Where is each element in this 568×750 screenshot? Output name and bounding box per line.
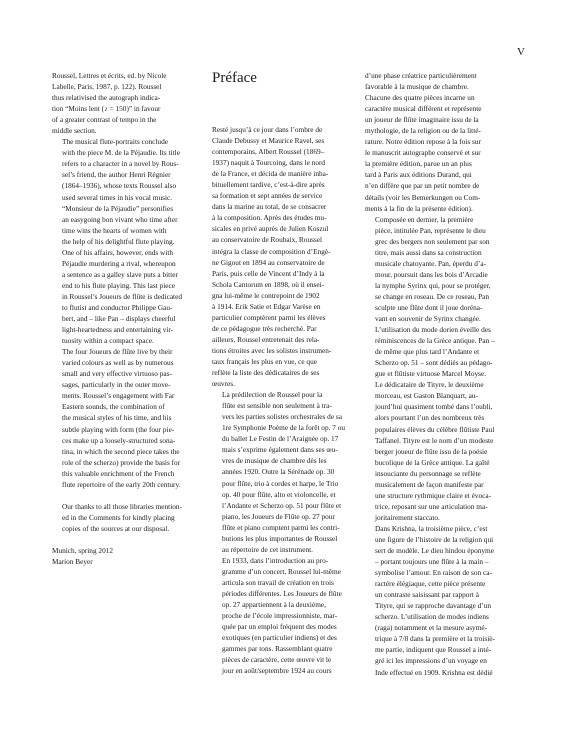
text-line: Labelle, Paris, 1987, p. 122). Roussel (52, 82, 162, 92)
text-line: de même que plus tard l’Andante et (375, 347, 480, 357)
text-line: flûte est sensible non seulement à tra- (222, 401, 332, 411)
paragraph (52, 70, 204, 136)
text-line: Péjaudie murdering a rival, whereupon (62, 258, 176, 268)
text-line: Dans Krishna, la troisième pièce, c’est (375, 523, 488, 533)
paragraph (365, 379, 517, 523)
text-line: to flutist and conductor Philippe Gau- (62, 302, 173, 312)
text-line: light-heartedness and entertaining vir- (62, 325, 174, 335)
text-line: tard à Paris aux éditions Durand, qui (365, 170, 472, 180)
text-line: this valuable enrichment of the French (62, 468, 175, 478)
text-line: ments. Roussel’s engagement with Far (62, 391, 175, 401)
text-line: ailleurs, Roussel entretenait des rela- (212, 334, 320, 344)
text-line: the help of his delightful flute playing. (62, 236, 175, 246)
text-line: années 1920. Outre la Sérénade op. 30 (222, 467, 335, 477)
text-line: la première édition, parue un an plus (365, 159, 472, 169)
text-line: Taffanel. Tityre est le nom d’un modeste (375, 435, 494, 445)
text-line: pour flûte, trio à cordes et harpe, le Trio (222, 478, 339, 488)
text-line: l’Andante et Scherzo op. 51 pour flûte et (222, 500, 342, 510)
text-line: symbolise l’amour. En raison de son ca- (375, 568, 492, 578)
text-line: musicalement de façon manifeste par (375, 479, 484, 489)
text-line: sa formation et sept années de service (212, 191, 323, 201)
text-line: n’en diffère que par un petit nombre de (365, 181, 480, 191)
paragraph (365, 523, 517, 678)
text-line: le manuscrit autographe conservé et sur (365, 148, 481, 158)
text-line: sert de modèle. Le dieu hindou éponyme (375, 546, 494, 556)
text-line: Roussel, Lettres et écrits, ed. by Nicole (52, 71, 167, 80)
text-line: tuosity within a compact space. (62, 336, 154, 346)
text-line: mythologie, de la religion ou de la litté- (365, 126, 481, 136)
text-line: œuvres. (212, 379, 235, 389)
text-line: gna lui-même le contrepoint de 1902 (212, 290, 320, 300)
text-line: 1937) naquit à Tourcoing, dans le nord (212, 158, 326, 168)
text-line: au conservatoire de Roubaix, Roussel (212, 235, 323, 245)
text-line: refers to a character in a novel by Rous- (62, 159, 179, 169)
text-line: sculpte une flûte dont il joue doréna- (375, 302, 483, 312)
text-line: articula son travail de création en trois (222, 577, 334, 587)
text-line: pièces de caractère, cette œuvre vit le (222, 655, 332, 665)
text-line: à 1914. Erik Satie et Edgar Varèse en (212, 301, 321, 311)
column-left (52, 70, 204, 567)
paragraph (212, 555, 357, 677)
text-line: me partie, indiquent que Roussel a inté- (375, 645, 492, 655)
text-line: favorable à la musique de chambre. (365, 82, 469, 92)
text-line: exotiques (en particulier indiens) et des (222, 633, 337, 643)
text-line: Claude Debussy et Maurice Ravel, ses (212, 136, 325, 146)
text-line: Chacune des quatre pièces incarne un (365, 93, 475, 103)
text-line: La prédilection de Roussel pour la (222, 390, 323, 400)
preface-body (212, 124, 357, 676)
text-line: sicales en privé auprès de Julien Koszul (212, 224, 329, 234)
text-line: berger joueur de flûte issu de la poésie (375, 446, 488, 456)
text-line: au répertoire de cet instrument. (222, 544, 313, 554)
text-line: piano, les Joueurs de Flûte op. 27 pour (222, 511, 335, 521)
text-line: de la France, et décida de manière inha- (212, 169, 329, 179)
paragraph (212, 389, 357, 555)
text-line: op. 27 appartiennent à la deuxième, (222, 600, 326, 610)
text-line: small and very effective virtuoso pas- (62, 369, 172, 379)
text-line: tions étroites avec les solistes instrumen- (212, 345, 332, 355)
text-line: the musical styles of his time, and his (62, 413, 172, 423)
text-line: titre, mais aussi dans sa construction (375, 247, 482, 257)
text-line: quée par un emploi fréquent des modes (222, 622, 337, 632)
text-line: pièce, intitulée Pan, représente le dieu (375, 225, 486, 235)
text-line: vers les parties solistes orchestrales de sa (222, 412, 342, 422)
text-line: vres de musique de chambre dès les (222, 456, 327, 466)
text-line: ed in the Comments for kindly placing (62, 512, 175, 522)
text-line: détails (voir les Bemerkungen ou Com- (365, 192, 481, 202)
text-line: butions les plus importantes de Roussel (222, 533, 338, 543)
text-line: Tityre, qui se rapproche davantage d’un (375, 601, 492, 611)
text-line: taux français les plus en vue, ce que (212, 356, 317, 366)
text-line: (1864–1936), whose texts Roussel also (62, 181, 177, 191)
text-line: time wins the hearts of women with (62, 225, 167, 235)
text-line: gramme d’un concert, Roussel lui-même (222, 566, 341, 576)
text-line: trique à 7/8 dans la première et la troisiè- (375, 634, 495, 644)
text-line: la nymphe Syrinx qui, pour se protéger, (375, 280, 491, 290)
text-line: d’une phase créatrice particulièrement (365, 71, 477, 80)
text-line: an easygoing bon vivant who time after (62, 214, 178, 224)
preface-title: Préface (212, 70, 257, 86)
text-line: vant en souvenir de Syrinx changée. (375, 314, 481, 324)
text-line: L’utilisation du mode dorien éveille des (375, 325, 491, 335)
text-line: intégra la classe de composition d’Engè- (212, 246, 331, 256)
text-line: op. 40 pour flûte, alto et violoncelle, et (222, 489, 336, 499)
text-line: thus relativised the autograph indica- (52, 93, 161, 103)
text-line: Composée en dernier, la première (375, 214, 474, 224)
paragraph (52, 501, 204, 534)
text-line: mour, poursuit dans les bois d’Arcadie (375, 269, 488, 279)
text-line: Marion Beyer (52, 556, 93, 566)
text-line: a sentence as a galley slave puts a bitter (62, 269, 178, 279)
text-line: une figure de l’histoire de la religion qui (375, 534, 494, 544)
paragraph (365, 70, 517, 214)
text-line: end to his flute playing. This last piece (62, 280, 175, 290)
paragraph (52, 136, 204, 346)
text-line: – portant toujours une flûte à la main – (375, 557, 489, 567)
text-line: tina, in which the second piece takes the (62, 446, 180, 456)
text-line: Our thanks to all those libraries mention- (62, 501, 182, 511)
text-line: populaires élèves du célèbre flûtiste Paul (375, 424, 495, 434)
text-line: gammes par tons. Rassemblant quatre (222, 644, 333, 654)
text-line: bucolique de la Grèce antique. La gaîté (375, 457, 490, 467)
text-line: particulier comptèrent parmi les élèves (212, 312, 326, 322)
text-line: flute repertoire of the early 20th century. (62, 479, 181, 489)
text-line: Schola Cantorum en 1898, où il ensei- (212, 279, 325, 289)
text-line: used several times in his vocal music. (62, 192, 173, 202)
text-line: ces make up a loosely-structured sona- (62, 435, 176, 445)
text-line: insouciante du personnage se reflète (375, 468, 481, 478)
text-line: jourd’hui quasiment tombé dans l’oubli, (375, 402, 493, 412)
paragraph (52, 545, 204, 567)
text-line: Scherzo op. 51 – sont dédiés au pédago- (375, 358, 493, 368)
text-line: En 1933, dans l’introduction au pro- (222, 555, 329, 565)
text-line: morceau, est Gaston Blanquart, au- (375, 391, 478, 401)
page-number: V (517, 46, 525, 58)
text-line: caractère musical différent et représente (365, 104, 482, 114)
text-line: une structure rythmique claire et évoca- (375, 490, 492, 500)
text-line: rature. Notre édition repose à la fois sur (365, 137, 481, 147)
column-right (365, 70, 517, 678)
column-middle (212, 70, 357, 676)
text-line: The four Joueurs de flûte live by their (62, 347, 173, 357)
text-line: ments à la fin de la présente édition). (365, 203, 473, 213)
text-line: Le dédicataire de Tityre, le deuxième (375, 380, 484, 390)
text-line: reflète la liste des dédicataires de ses (212, 368, 320, 378)
text-line: varied colours as well as by numerous (62, 358, 174, 368)
text-line: middle section. (52, 126, 97, 136)
text-line: tion “Moins lent (♪ = 150)” in favour (52, 104, 161, 114)
text-line: (raga) notamment et la mesure asymé- (375, 623, 488, 633)
text-line: du ballet Le Festin de l’Araignée op. 17 (222, 434, 339, 444)
text-line: Resté jusqu’à ce jour dans l’ombre de (212, 125, 323, 134)
text-line: un joueur de flûte imaginaire issu de la (365, 115, 479, 125)
text-line: un contraste saisissant par rapport à (375, 590, 479, 600)
text-line: with the piece M. de la Péjaudie. Its title (62, 148, 180, 158)
text-line: of a greater contrast of tempo in the (52, 115, 157, 125)
text-line: 1re Symphonie Poème de la forêt op. 7 ou (222, 423, 346, 433)
text-line: ne Gigout en 1894 au conservatoire de (212, 257, 325, 267)
text-line: bituellement tardive, c’est-à-dire après (212, 180, 325, 190)
text-line: gue et flûtiste virtuose Marcel Moyse. (375, 369, 487, 379)
text-line: périodes différentes. Les Joueurs de flûte (222, 588, 342, 598)
text-line: in Roussel’s Joueurs de flûte is dedicated (62, 291, 182, 301)
text-line: mais s’exprime également dans ses œu- (222, 445, 338, 455)
text-line: proche de l’école impressionniste, mar- (222, 611, 338, 621)
text-line: One of his affairs, however, ends with (62, 247, 174, 257)
text-line: contemporains, Albert Roussel (1869– (212, 147, 325, 157)
text-line: jour en août/septembre 1924 au cours (222, 666, 332, 676)
text-line: grec des bergers non seulement par son (375, 236, 490, 246)
text-line: scherzo. L’utilisation de modes indiens (375, 612, 489, 622)
text-line: role of the scherzo) provide the basis for (62, 457, 181, 467)
text-line: copies of the sources at our disposal. (62, 523, 170, 533)
text-line: Paris, puis celle de Vincent d’Indy à la (212, 268, 325, 278)
text-line: sel’s friend, the author Henri Régnier (62, 170, 171, 180)
text-line: musicale chatoyante. Pan, éperdu d’a- (375, 258, 487, 268)
text-line: de ce pédagogue très recherché. Par (212, 323, 317, 333)
text-line: subtle playing with form (the four pie- (62, 424, 175, 434)
text-line: Munich, spring 2012 (52, 545, 114, 555)
text-line: Inde effectué en 1909. Krishna est dédié (375, 667, 493, 677)
text-line: gré ici les impressions d’un voyage en (375, 656, 487, 666)
text-line: bert, and – like Pan – displays cheerful (62, 314, 176, 324)
text-line: trice, reposant sur une articulation ma- (375, 501, 488, 511)
paragraph (52, 346, 204, 490)
text-line: flûte et piano comptent parmi les contri- (222, 522, 340, 532)
text-line: “Monsieur de la Péjaudie” personifies (62, 203, 174, 213)
text-line: Eastern sounds, the combination of (62, 402, 165, 412)
text-line: ractère élégiaque, cette pièce présente (375, 579, 486, 589)
text-line: alors pourtant l’un des nombreux très (375, 413, 485, 423)
text-line: sages, particularly in the outer move- (62, 380, 171, 390)
text-line: à la composition. Après des études mu- (212, 213, 327, 223)
text-line: réminiscences de la Grèce antique. Pan – (375, 336, 495, 346)
text-line: dans la marine au total, de se consacrer (212, 202, 327, 212)
paragraph (212, 124, 357, 389)
text-line: joritairement staccato. (375, 512, 440, 522)
text-line: se change en roseau. De ce roseau, Pan (375, 291, 490, 301)
paragraph (365, 214, 517, 380)
text-line: The musical flute-portraits conclude (62, 137, 168, 147)
